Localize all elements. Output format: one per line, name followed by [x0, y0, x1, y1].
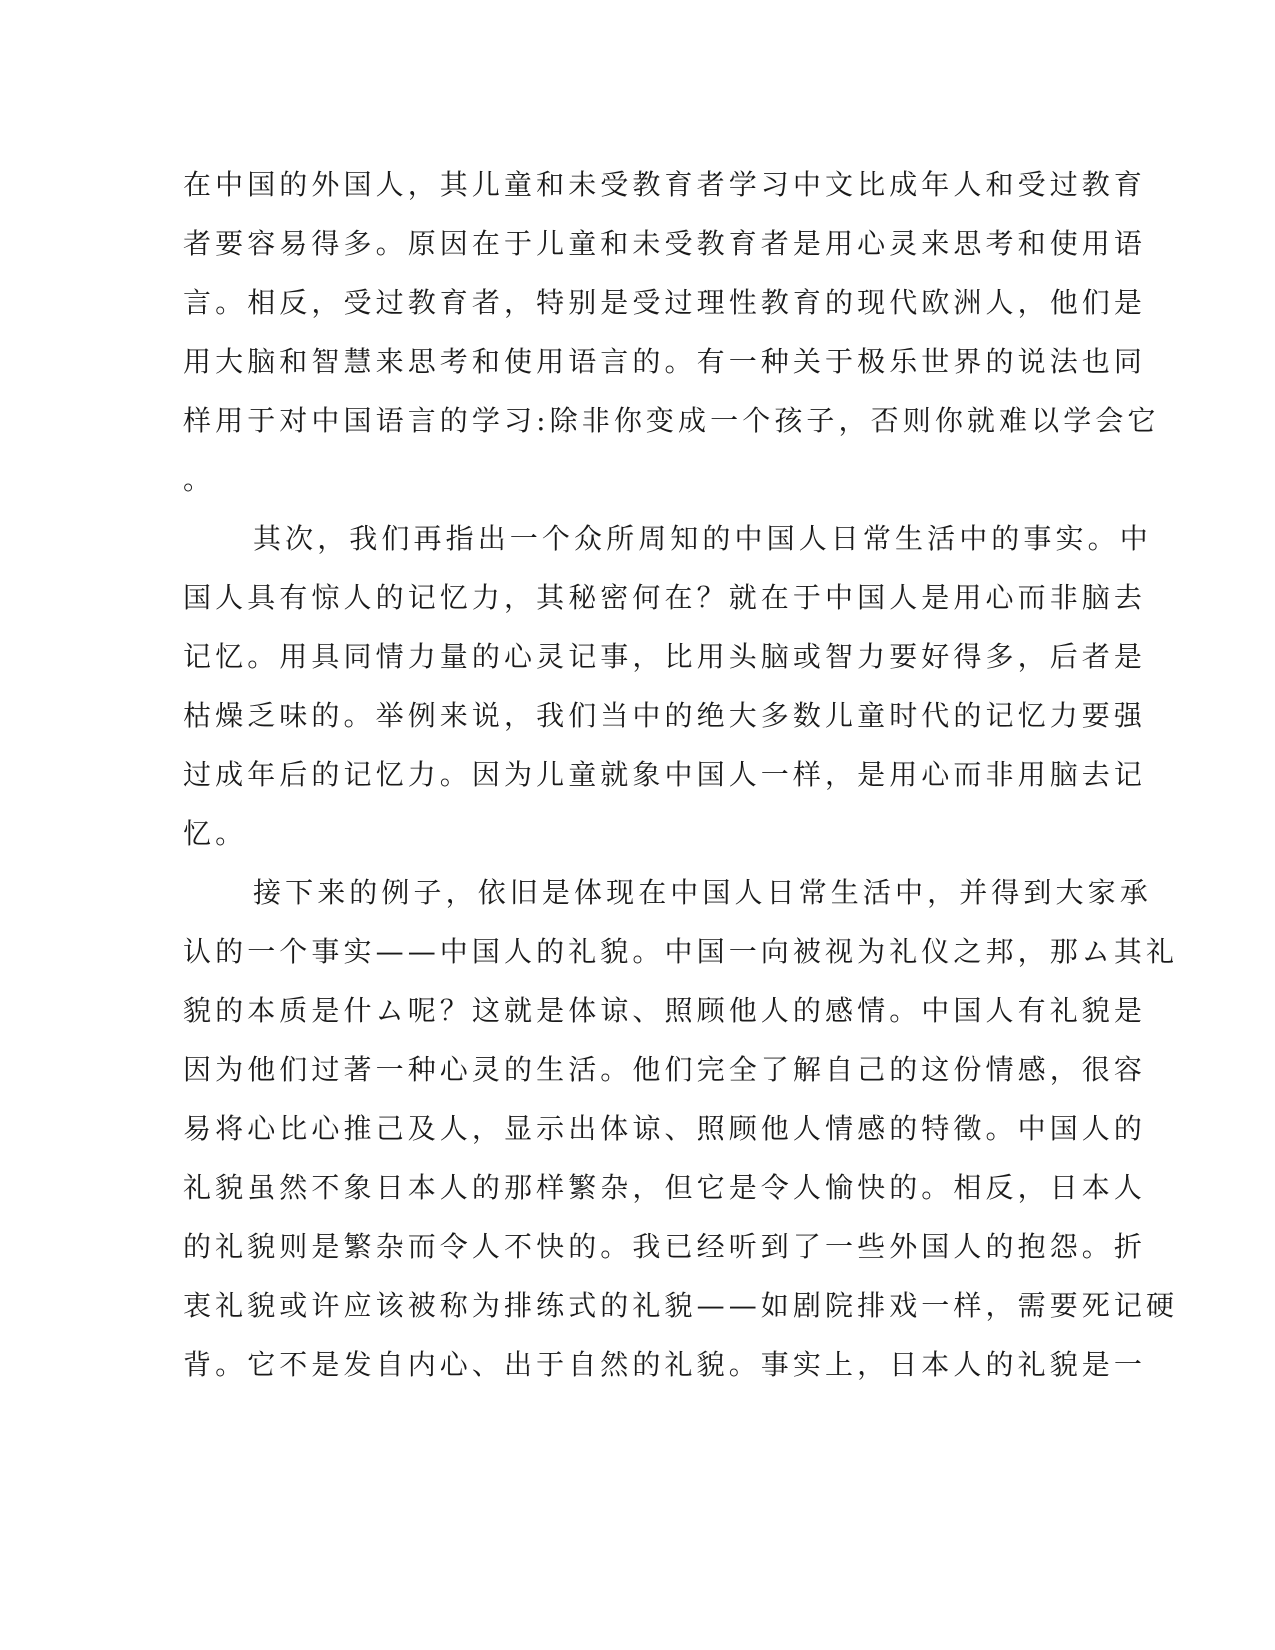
body-text: [183, 155, 1179, 1394]
text-line-18: 礼貌虽然不象日本人的那样繁杂，但它是令人愉快的。相反，日本人: [183, 1171, 1147, 1204]
text-line-15: 貌的本质是什ム呢？这就是体谅、照顾他人的感情。中国人有礼貌是: [183, 994, 1147, 1027]
text-line-14: 认的一个事实——中国人的礼貌。中国一向被视为礼仪之邦，那ム其礼: [183, 935, 1179, 968]
text-line-8: 国人具有惊人的记忆力，其秘密何在？就在于中国人是用心而非脑去: [183, 581, 1147, 614]
text-line-9: 记忆。用具同情力量的心灵记事，比用头脑或智力要好得多，后者是: [183, 640, 1147, 673]
text-line-19: 的礼貌则是繁杂而令人不快的。我已经听到了一些外国人的抱怨。折: [183, 1230, 1147, 1263]
text-line-1: 在中国的外国人，其儿童和未受教育者学习中文比成年人和受过教育: [183, 168, 1147, 201]
text-line-20: 衷礼貌或许应该被称为排练式的礼貌——如剧院排戏一样，需要死记硬: [183, 1289, 1179, 1322]
text-line-3: 言。相反，受过教育者，特别是受过理性教育的现代欧洲人，他们是: [183, 286, 1147, 319]
text-line-17: 易将心比心推己及人，显示出体谅、照顾他人情感的特徵。中国人的: [183, 1112, 1147, 1145]
text-line-5: 样用于对中国语言的学习:除非你变成一个孩子，否则你就难以学会它: [183, 404, 1160, 437]
text-line-12: 忆。: [183, 817, 248, 850]
text-line-13: 接下来的例子，依旧是体现在中国人日常生活中，并得到大家承: [253, 876, 1152, 909]
text-line-11: 过成年后的记忆力。因为儿童就象中国人一样，是用心而非用脑去记: [183, 758, 1147, 791]
text-line-4: 用大脑和智慧来思考和使用语言的。有一种关于极乐世界的说法也同: [183, 345, 1147, 378]
text-line-2: 者要容易得多。原因在于儿童和未受教育者是用心灵来思考和使用语: [183, 227, 1147, 260]
text-line-16: 因为他们过著一种心灵的生活。他们完全了解自己的这份情感，很容: [183, 1053, 1147, 1086]
text-line-10: 枯燥乏味的。举例来说，我们当中的绝大多数儿童时代的记忆力要强: [183, 699, 1147, 732]
text-line-7: 其次，我们再指出一个众所周知的中国人日常生活中的事实。中: [253, 522, 1152, 555]
text-line-6: 。: [183, 463, 216, 496]
text-line-21: 背。它不是发自内心、出于自然的礼貌。事实上，日本人的礼貌是一: [183, 1348, 1147, 1381]
